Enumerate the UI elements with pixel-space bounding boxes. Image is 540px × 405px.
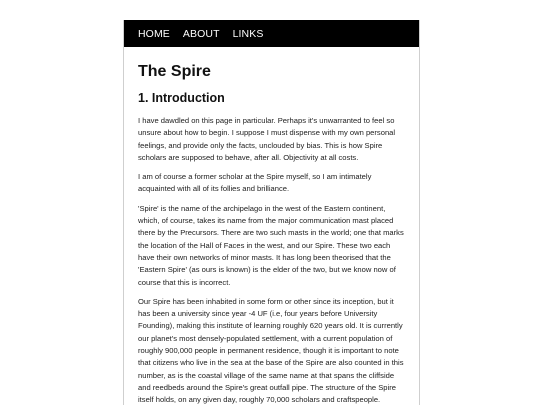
section-heading: 1. Introduction [138, 91, 225, 105]
nav-link-links[interactable]: LINKS [232, 27, 264, 40]
intro-paragraph-2: I am of course a former scholar at the Spire myself, so I am intimately acquainted with all of its follies and brilliance. [138, 172, 372, 194]
nav-link-about[interactable]: ABOUT [182, 27, 220, 40]
nav-link-home[interactable]: HOME [138, 27, 170, 40]
intro-paragraph-1: I have dawdled on this page in particular. Perhaps it's unwarranted to feel so unsure about how to begin. I suppose I must dispense with my own personal feelings, and provide only the facts, unclouded by bias. This is how Spire scholars are supposed to behave, after all. Objectivity at all costs. [138, 116, 396, 162]
top-navbar [124, 20, 419, 47]
intro-paragraph-4: Our Spire has been inhabited in some form or other since its inception, but it has been a university since year -4 UF (i.e, four years before University Founding), making this institute of learning roughly 620 years old. It is currently our planet's most densely-populated settlement, with a current population of roughly 900,000 people in permanent residence, though it is important to note that citizens who live in the sea at the base of the Spire are also counted in this number, as is the coastal village of the same name at that spans the cliffside and reedbeds around the Spire's great outfall pipe. The structure of the Spire itself holds, on any given day, roughly 70,000 scholars and craftspeople. [138, 296, 404, 405]
page-container [123, 20, 420, 405]
intro-paragraph-3: 'Spire' is the name of the archipelago in the west of the Eastern continent, which, of course, takes its name from the major communication mast placed there by the Precursors. There are two such masts in the world; one that marks the location of the Hall of Faces in the west, and our Spire. These two each have their own networks of minor masts. It has long been theorised that the 'Eastern Spire' (as ours is known) is the elder of the two, but we know now of course that this is incorrect. [138, 203, 404, 287]
main-content [124, 62, 419, 405]
page-title: The Spire [138, 63, 211, 80]
